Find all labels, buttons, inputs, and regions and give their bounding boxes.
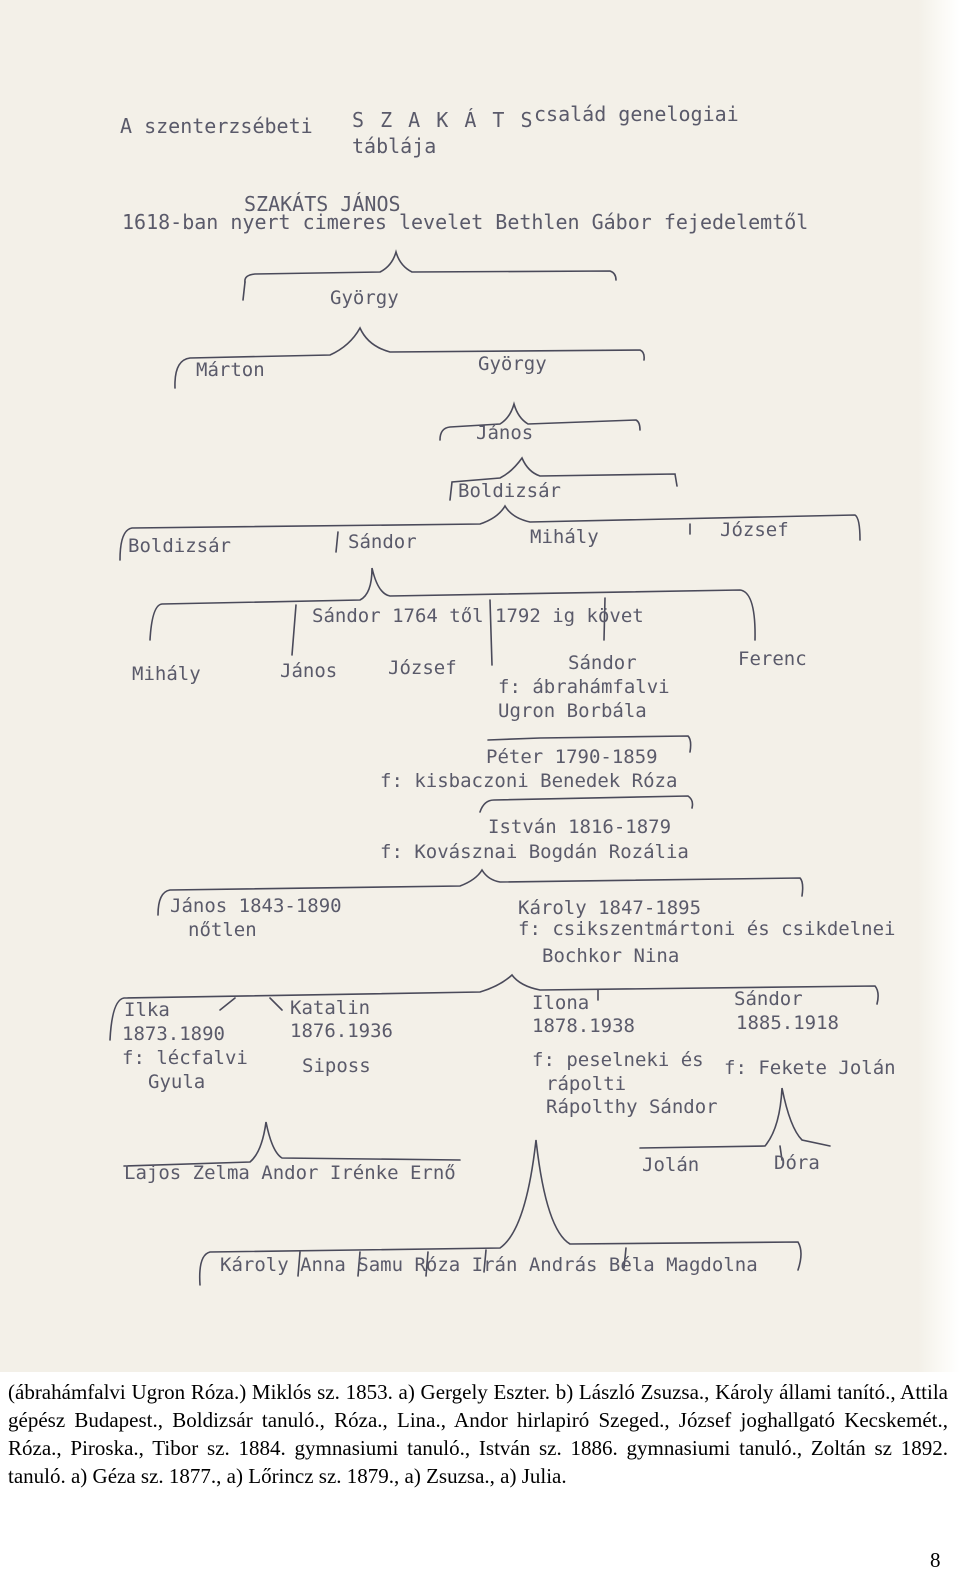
spouse-ilona-line3: Rápolthy Sándor	[546, 1096, 718, 1118]
person-jozsef-1: József	[720, 519, 789, 541]
person-boldizsar-2: Boldizsár	[128, 535, 231, 557]
person-ilka-years: 1873.1890	[122, 1023, 225, 1045]
spouse-ilka-line2: Gyula	[148, 1071, 206, 1093]
spouse-peter: f: kisbaczoni Benedek Róza	[380, 770, 678, 792]
bracket-gen8	[480, 796, 693, 812]
bracket-gen6-tick1	[292, 605, 296, 655]
spouse-ilka-line1: f: lécfalvi	[122, 1047, 248, 1069]
person-peter: Péter 1790-1859	[486, 746, 658, 768]
title-line2: táblája	[352, 134, 437, 158]
person-katalin: Katalin	[290, 997, 371, 1019]
bracket-root	[245, 252, 616, 282]
person-janos-3-note: nőtlen	[188, 919, 257, 941]
person-sandor-2: Sándor	[568, 652, 637, 674]
spouse-ilona-line1: f: peselneki és	[532, 1049, 704, 1071]
person-karoly: Károly 1847-1895	[518, 897, 702, 919]
title-family-name: S Z A K Á T S	[352, 108, 535, 132]
children-ilka: Lajos Zelma Andor Irénke Ernő	[124, 1162, 456, 1184]
person-gyorgy-2: György	[478, 353, 547, 375]
bracket-gen6	[150, 568, 755, 640]
person-sandor-3-years: 1885.1918	[736, 1012, 839, 1034]
spouse-katalin: Siposs	[302, 1055, 371, 1077]
bracket-root-left	[243, 282, 245, 300]
person-ferenc: Ferenc	[738, 648, 807, 670]
spouse-karoly-line1: f: csikszentmártoni és csikdelnei	[518, 918, 896, 940]
note-sandor-envoy: Sándor 1764 től 1792 ig követ	[312, 605, 644, 627]
bracket-gen10-tick1	[220, 998, 235, 1010]
person-ilona: Ilona	[532, 992, 590, 1014]
child-dora: Dóra	[774, 1152, 820, 1174]
title-suffix: család genelogiai	[534, 102, 739, 126]
page-number: 8	[930, 1548, 941, 1572]
spouse-sandor-2-line1: f: ábrahámfalvi	[498, 676, 670, 698]
person-sandor-1: Sándor	[348, 531, 417, 553]
bracket-gen3	[440, 404, 640, 440]
spouse-karoly-line2: Bochkor Nina	[542, 945, 680, 967]
title-prefix: A szenterzsébeti	[120, 114, 313, 138]
person-istvan: István 1816-1879	[488, 816, 672, 838]
spouse-sandor-3: f: Fekete Jolán	[724, 1057, 896, 1079]
person-mihaly-1: Mihály	[530, 526, 599, 548]
bracket-gen5-tick1	[336, 532, 338, 552]
root-note: 1618-ban nyert cimeres levelet Bethlen Gábor fejedelemtől	[122, 210, 809, 234]
bracket-gen11-ilka	[124, 1122, 460, 1166]
children-ilona: Károly Anna Samu Róza Irán András Béla Magdolna	[220, 1254, 758, 1276]
person-ilona-years: 1878.1938	[532, 1015, 635, 1037]
person-gyorgy-1: György	[330, 287, 399, 309]
caption-text: (ábrahámfalvi Ugron Róza.) Miklós sz. 1853. a) Gergely Eszter. b) László Zsuzsa., Károly állami tanító., Attila gépész Budapest., Boldizsár tanuló., Róza., Lina., Andor hirlapiró Szeged., József joghallgató Kecskemét., Róza., Piroska., Tibor sz. 1884. gymnasiumi tanuló., István sz. 1886. gymnasiumi tanuló., Zoltán sz 1892. tanuló. a) Géza sz. 1877., a) Lőrincz sz. 1879., a) Zsuzsa., a) Julia.	[8, 1380, 948, 1488]
person-ilka: Ilka	[124, 999, 170, 1021]
root-name: SZAKÁTS JÁNOS	[244, 192, 401, 216]
spouse-istvan: f: Kovásznai Bogdán Rozália	[380, 841, 689, 863]
person-janos-1: János	[476, 422, 534, 444]
person-janos-2: János	[280, 660, 338, 682]
person-katalin-years: 1876.1936	[290, 1020, 393, 1042]
person-boldizsar-1: Boldizsár	[458, 480, 561, 502]
person-jozsef-2: József	[388, 657, 457, 679]
person-marton: Márton	[196, 359, 265, 381]
spouse-sandor-2-line2: Ugron Borbála	[498, 700, 647, 722]
child-jolan: Jolán	[642, 1154, 700, 1176]
spouse-ilona-line2: rápolti	[546, 1073, 627, 1095]
person-janos-3: János 1843-1890	[170, 895, 342, 917]
bracket-gen10-tick2	[270, 998, 282, 1010]
person-sandor-3: Sándor	[734, 988, 803, 1010]
person-mihaly-2: Mihály	[132, 663, 201, 685]
